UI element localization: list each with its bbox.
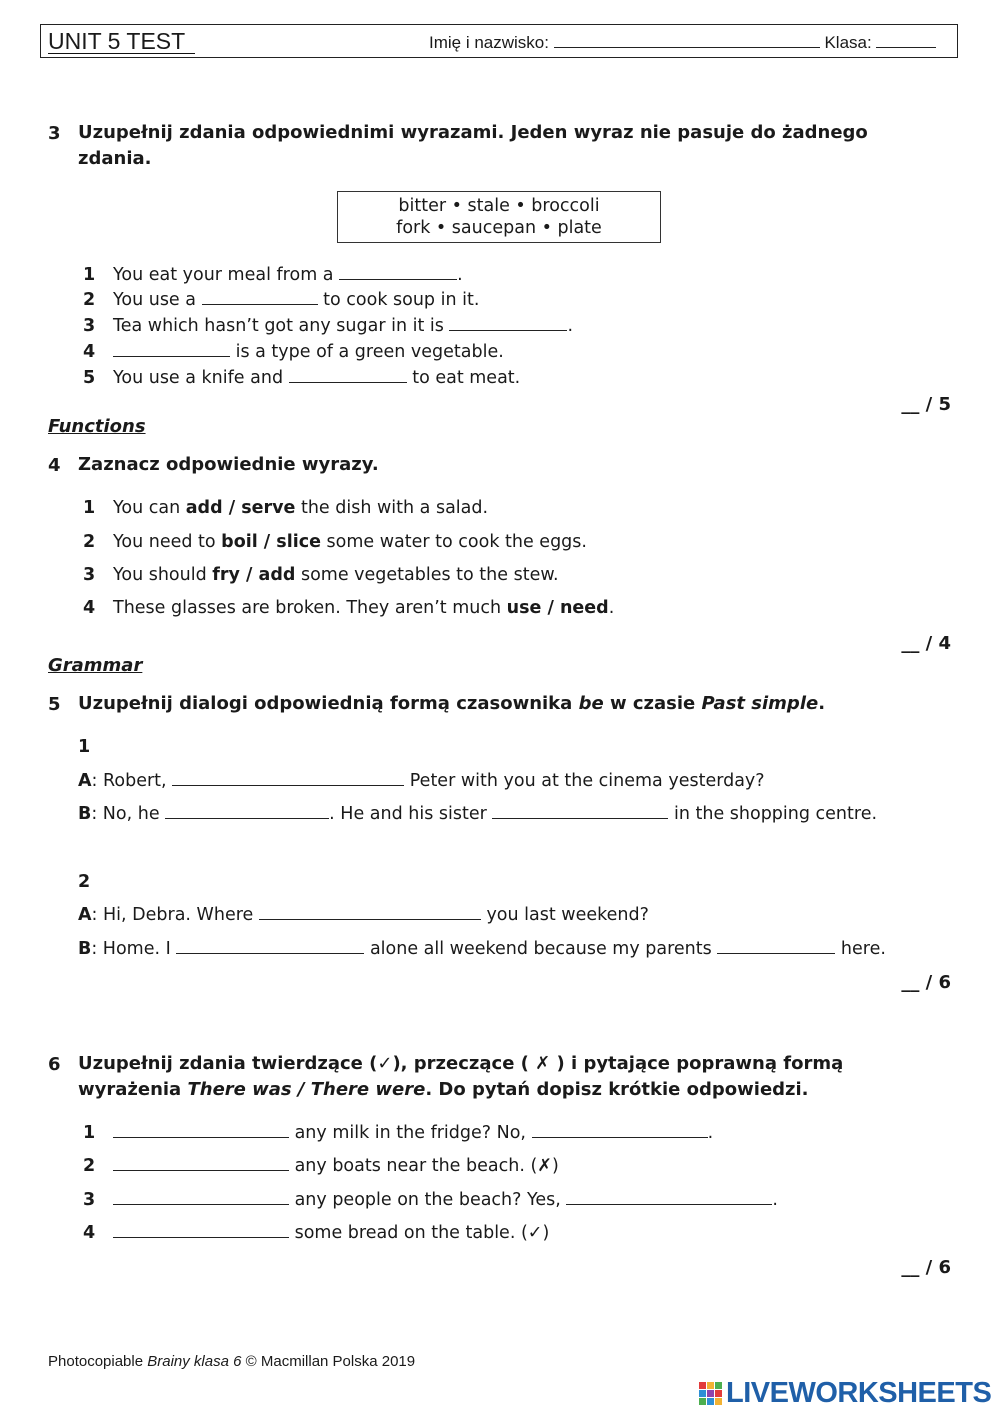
answer-blank[interactable] <box>566 1190 772 1205</box>
class-label: Klasa: <box>824 33 872 52</box>
ex3-item-number: 1 <box>83 265 96 285</box>
ex4-item: You should fry / add some vegetables to the stew. <box>113 565 559 585</box>
ex6-item: any boats near the beach. (✗) <box>113 1156 559 1176</box>
ex3-item: You eat your meal from a . <box>113 265 463 285</box>
ex3-number: 3 <box>48 123 61 144</box>
answer-blank[interactable] <box>339 265 457 280</box>
ex4-item: You need to boil / slice some water to cook the eggs. <box>113 532 587 552</box>
answer-blank[interactable] <box>289 368 407 383</box>
ex6-number: 6 <box>48 1054 61 1075</box>
answer-blank[interactable] <box>717 939 835 954</box>
ex6-item-number: 2 <box>83 1156 96 1176</box>
ex5-score: __ / 6 <box>901 972 951 993</box>
choice-options[interactable]: add / serve <box>185 498 296 518</box>
liveworksheets-logo <box>699 1378 991 1408</box>
ex6-item: some bread on the table. (✓) <box>113 1223 549 1243</box>
ex3-item-number: 3 <box>83 316 96 336</box>
answer-blank[interactable] <box>492 804 668 819</box>
section-grammar: Grammar <box>48 655 143 676</box>
ex4-item-number: 1 <box>83 498 96 518</box>
ex3-item: Tea which hasn’t got any sugar in it is . <box>113 316 574 336</box>
ex4-item: These glasses are broken. They aren’t much use / need. <box>113 598 615 618</box>
student-info <box>429 33 936 53</box>
answer-blank[interactable] <box>202 290 318 305</box>
name-field[interactable] <box>554 33 820 48</box>
answer-blank[interactable] <box>165 804 329 819</box>
choice-options[interactable]: fry / add <box>212 565 296 585</box>
ex4-item-number: 4 <box>83 598 96 618</box>
answer-blank[interactable] <box>172 771 404 786</box>
answer-blank[interactable] <box>113 1156 289 1171</box>
ex3-item-number: 4 <box>83 342 96 362</box>
ex4-item-number: 3 <box>83 565 96 585</box>
ex3-item: You use a knife and to eat meat. <box>113 368 521 388</box>
word-box: bitter • stale • broccoli fork • saucepan • plate <box>337 191 661 243</box>
answer-blank[interactable] <box>176 939 364 954</box>
answer-blank[interactable] <box>113 1190 289 1205</box>
copyright-footer: Photocopiable Brainy klasa 6 © Macmillan Polska 2019 <box>48 1353 416 1370</box>
test-title: UNIT 5 TEST <box>48 28 185 55</box>
ex6-item-number: 4 <box>83 1223 96 1243</box>
dialogue-2-line-a: A: Hi, Debra. Where you last weekend? <box>78 905 649 925</box>
choice-options[interactable]: boil / slice <box>221 532 321 552</box>
dialogue-2-line-b: B: Home. I alone all weekend because my parents here. <box>78 939 886 959</box>
ex4-item-number: 2 <box>83 532 96 552</box>
ex3-item-number: 2 <box>83 290 96 310</box>
choice-options[interactable]: use / need <box>506 598 609 618</box>
ex6-item: any milk in the fridge? No, . <box>113 1123 713 1143</box>
logo-grid-icon <box>699 1382 722 1405</box>
answer-blank[interactable] <box>113 1123 289 1138</box>
section-functions: Functions <box>48 416 146 437</box>
answer-blank[interactable] <box>532 1123 708 1138</box>
ex5-number: 5 <box>48 694 61 715</box>
ex6-item-number: 1 <box>83 1123 96 1143</box>
answer-blank[interactable] <box>113 1223 289 1238</box>
answer-blank[interactable] <box>449 316 567 331</box>
ex5-instruction: Uzupełnij dialogi odpowiednią formą czasownika be w czasie Past simple. <box>78 693 826 714</box>
ex6-item: any people on the beach? Yes, . <box>113 1190 778 1210</box>
dialogue-1-line-a: A: Robert, Peter with you at the cinema yesterday? <box>78 771 765 791</box>
answer-blank[interactable] <box>259 905 481 920</box>
ex4-instruction: Zaznacz odpowiednie wyrazy. <box>78 454 379 475</box>
ex3-item-number: 5 <box>83 368 96 388</box>
ex3-item: is a type of a green vegetable. <box>113 342 504 362</box>
ex4-item: You can add / serve the dish with a salad. <box>113 498 489 518</box>
answer-blank[interactable] <box>113 342 230 357</box>
test-header <box>40 24 958 58</box>
ex6-instruction: Uzupełnij zdania twierdzące (✓), przeczące ( ✗ ) i pytające poprawną formą wyrażenia There was / There were. Do pytań dopisz krótkie odpowiedzi. <box>78 1053 844 1100</box>
name-label: Imię i nazwisko: <box>429 33 549 52</box>
ex3-instruction: Uzupełnij zdania odpowiednimi wyrazami. Jeden wyraz nie pasuje do żadnego zdania. <box>78 122 868 169</box>
ex4-number: 4 <box>48 455 61 476</box>
ex6-score: __ / 6 <box>901 1257 951 1278</box>
dialogue-2-number: 2 <box>78 872 91 892</box>
brand-name: LIVEWORKSHEETS <box>726 1376 992 1409</box>
ex3-item: You use a to cook soup in it. <box>113 290 480 310</box>
dialogue-1-number: 1 <box>78 737 91 757</box>
ex4-score: __ / 4 <box>901 633 951 654</box>
dialogue-1-line-b: B: No, he . He and his sister in the shopping centre. <box>78 804 878 824</box>
class-field[interactable] <box>876 33 936 48</box>
ex6-item-number: 3 <box>83 1190 96 1210</box>
ex3-score: __ / 5 <box>901 394 951 415</box>
